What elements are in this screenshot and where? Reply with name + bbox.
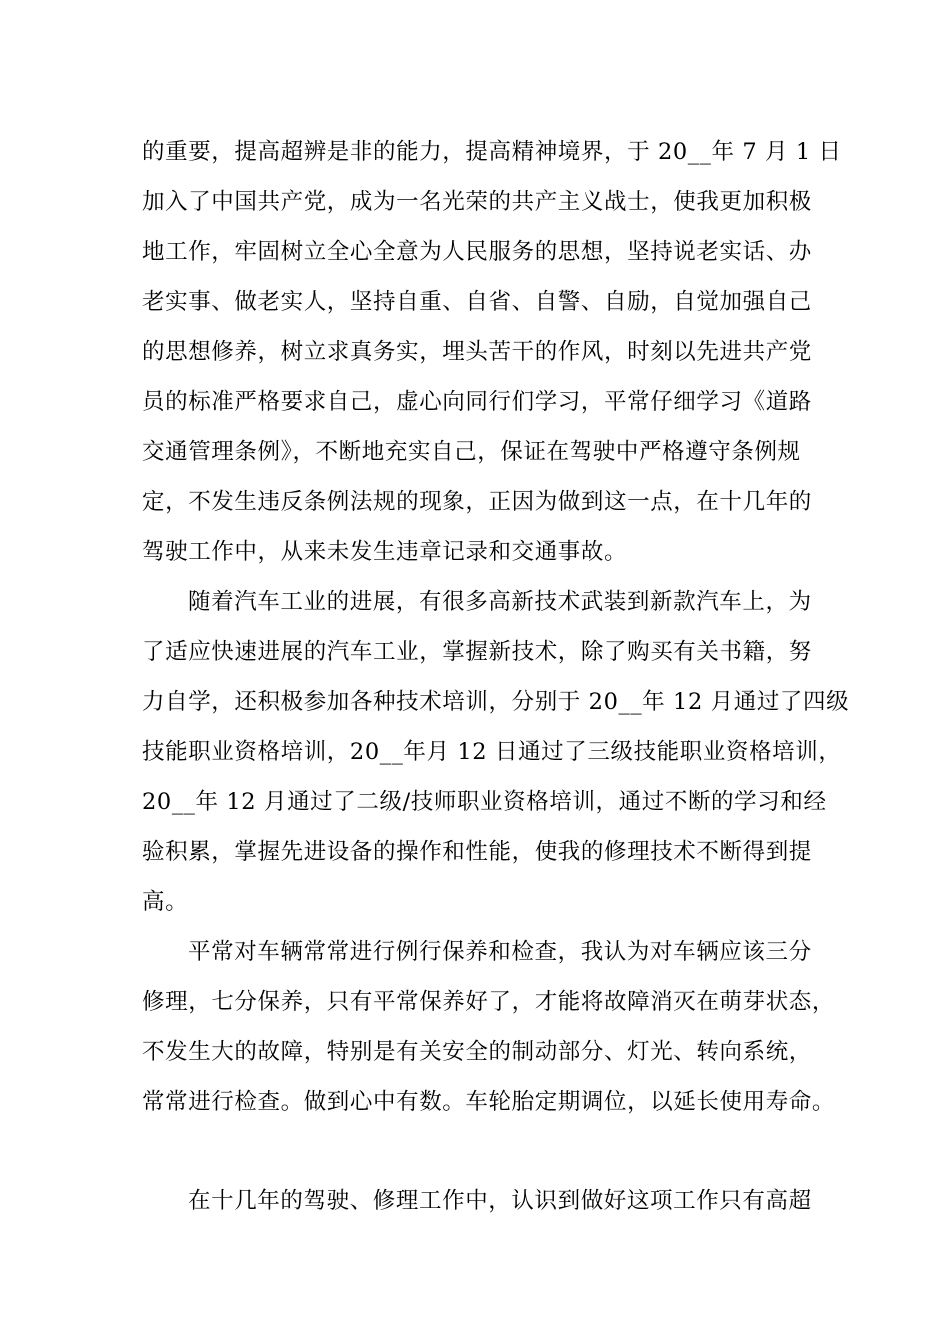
text-line: 老实事、做老实人，坚持自重、自省、自警、自励，自觉加强自己 [142,289,812,315]
text-line: 20__年 12 月通过了二级/技师职业资格培训，通过不断的学习和经 [142,789,827,815]
text-line: 技能职业资格培训，20__年月 12 日通过了三级技能职业资格培训， [142,739,842,765]
text-line: 了适应快速进展的汽车工业，掌握新技术，除了购买有关书籍，努 [142,639,812,665]
paragraph-first-line: 在十几年的驾驶、修理工作中，认识到做好这项工作只有高超 [188,1188,812,1214]
text-line: 修理，七分保养，只有平常保养好了，才能将故障消灭在萌芽状态， [142,989,836,1015]
text-line: 力自学，还积极参加各种技术培训，分别于 20__年 12 月通过了四级 [142,689,850,715]
paragraph-first-line: 随着汽车工业的进展，有很多高新技术武装到新款汽车上，为 [188,589,812,615]
text-line: 的重要，提高超辨是非的能力，提高精神境界，于 20__年 7 月 1 日 [142,139,842,165]
text-line: 驾驶工作中，从来未发生违章记录和交通事故。 [142,539,628,565]
text-line: 不发生大的故障，特别是有关安全的制动部分、灯光、转向系统， [142,1039,812,1065]
text-line: 的思想修养，树立求真务实，埋头苦干的作风，时刻以先进共产党 [142,339,812,365]
text-line: 常常进行检查。做到心中有数。车轮胎定期调位，以延长使用寿命。 [142,1089,836,1115]
text-line: 定，不发生违反条例法规的现象，正因为做到这一点，在十几年的 [142,489,812,515]
text-line: 验积累，掌握先进设备的操作和性能，使我的修理技术不断得到提 [142,839,812,865]
text-line: 加入了中国共产党，成为一名光荣的共产主义战士，使我更加积极 [142,189,812,215]
text-line: 交通管理条例》，不断地充实自己，保证在驾驶中严格遵守条例规 [142,439,801,465]
text-line: 地工作，牢固树立全心全意为人民服务的思想，坚持说老实话、办 [142,239,812,265]
text-line: 员的标准严格要求自己，虚心向同行们学习，平常仔细学习《道路 [142,389,812,415]
text-line: 高。 [142,889,189,915]
paragraph-first-line: 平常对车辆常常进行例行保养和检查，我认为对车辆应该三分 [188,939,812,965]
